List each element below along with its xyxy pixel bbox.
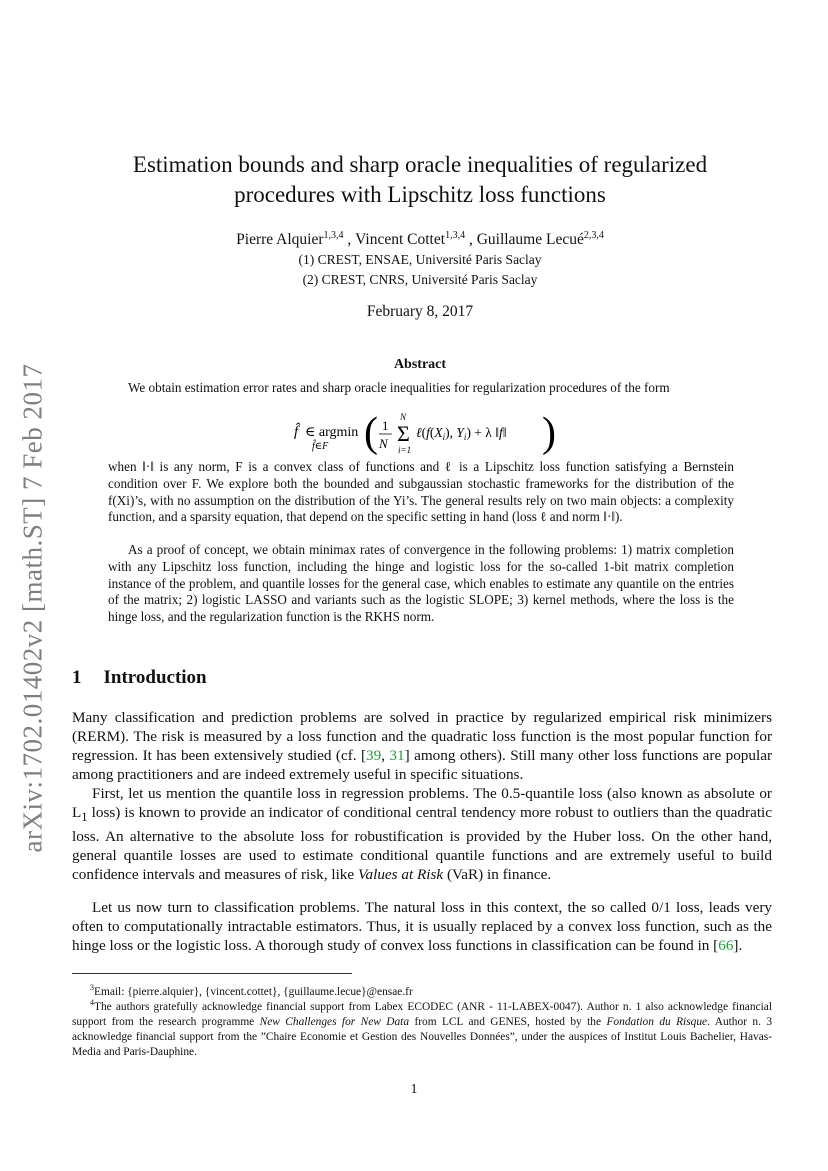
svg-text:f̂: f̂ <box>294 424 299 440</box>
intro-p2-emphasis: Values at Risk <box>357 866 444 884</box>
footnote-4-emphasis-2: Fondation du Risque <box>606 1015 708 1028</box>
footnote-4-text-b: from LCL and GENES, hosted by the <box>409 1015 607 1028</box>
author-1: Pierre Alquier <box>236 231 324 249</box>
intro-p2-subscript: 1 <box>81 810 88 825</box>
affiliation-2: (2) CREST, CNRS, Université Paris Saclay <box>302 272 538 287</box>
intro-p1-text-a: Many classification and prediction problems are solved in practice by regularized empirical risk minimizers (RERM). The risk is measured by a loss function and the quadratic loss function is the most popular function for regression. It has been extensively studied (cf. [ <box>72 709 772 764</box>
svg-text:f̂∈F: f̂∈F <box>312 441 329 452</box>
footnote-3-text: Email: {pierre.alquier}, {vincent.cottet}, {guillaume.lecue}@ensae.fr <box>94 985 413 998</box>
author-3: Guillaume Lecué <box>476 231 584 249</box>
svg-text:N: N <box>379 436 388 451</box>
citation-31[interactable]: 31 <box>389 747 405 764</box>
page-number: 1 <box>410 1082 418 1097</box>
svg-text:ℓ(f(Xi), Yi) + λ ‖f‖: $\ell(f(X_i)$, $Y_i) + \lambda$ ‖f‖ <box>416 425 507 442</box>
footnote-4 <box>72 995 772 1060</box>
footnote-4-text-c: . Author n. 3 acknowledge financial support from the ”Chaire Economie et Gestion des Nouvelles Données”, under the auspices of Institut Louis Bachelier, Havas-Media and Paris-Dauphine. <box>72 1015 773 1058</box>
abstract-heading: Abstract <box>393 357 447 372</box>
svg-text:1: 1 <box>382 418 389 433</box>
author-list: Pierre Alquier$^{1,3,4}$ , Vincent Cottet$^{1,3,4}$ , Guillaume Lecué$^{2,3,4}$ <box>236 230 604 249</box>
intro-p2-text-c: (VaR) in finance. <box>443 866 552 884</box>
affiliation-1: (1) CREST, ENSAE, Université Paris Saclay <box>298 252 542 267</box>
title-line-2: procedures with Lipschitz loss functions <box>234 182 606 207</box>
svg-text:i=1: i=1 <box>398 445 412 455</box>
citation-39[interactable]: 39 <box>366 747 382 764</box>
arxiv-identifier: arXiv:1702.01402v2 [math.ST] 7 Feb 2017 <box>17 363 48 852</box>
section-title: Introduction <box>103 667 207 688</box>
footnote-divider <box>72 973 352 974</box>
intro-p3-text-b: ]. <box>733 937 743 954</box>
intro-paragraph-2 <box>72 784 772 884</box>
author-2: Vincent Cottet <box>355 231 446 249</box>
abstract-paragraph-3: As a proof of concept, we obtain minimax rates of convergence in the following problems: 1) matrix completion with any Lipschitz loss function, including the hinge and logistic loss for the so-called 1-bit matrix completion instance of the problem, and quantile losses for the general case, which enables to estimate any quantile on the entries of the matrix; 2) logistic LASSO and variants such as the logistic SLOPE; 3) kernel methods, where the loss is the hinge loss, and the regularization function is the RKHS norm. <box>108 542 734 625</box>
abstract-paragraph-1: We obtain estimation error rates and sharp oracle inequalities for regularization procedures of the form <box>128 380 670 395</box>
intro-p1-text-b: , <box>381 747 390 764</box>
author-3-affil: 2,3,4 <box>583 230 604 241</box>
svg-text:): ) <box>542 410 556 456</box>
section-number: 1 <box>72 667 82 688</box>
intro-paragraph-1 <box>72 708 772 784</box>
svg-text:∈ argmin: ∈ argmin <box>305 425 359 440</box>
footnote-3-mark: 3 <box>90 983 94 992</box>
svg-text:Σ: Σ <box>397 421 410 446</box>
footnote-4-text-a: The authors gratefully acknowledge financial support from Labex ECODEC (ANR - 11-LABEX-0047). Author n. 1 also acknowledge financial support from the research programme <box>72 1000 772 1028</box>
author-1-affil: 1,3,4 <box>323 230 344 241</box>
publication-date: February 8, 2017 <box>366 303 474 320</box>
equation-graphic <box>290 408 560 460</box>
author-2-affil: 1,3,4 <box>445 230 466 241</box>
footnote-4-emphasis-1: New Challenges for New Data <box>259 1015 410 1028</box>
svg-text:N: N <box>400 412 407 422</box>
intro-p1-text-c: ] among others). Still many other loss functions are popular among practitioners and are indeed extremely useful in specific situations. <box>72 747 773 783</box>
footnote-4-mark: 4 <box>90 998 94 1007</box>
arxiv-identifier-sidebar <box>8 355 58 860</box>
regularization-equation <box>290 408 560 460</box>
citation-66[interactable]: 66 <box>718 937 734 954</box>
abstract-paragraph-2: when ‖·‖ is any norm, F is a convex class of functions and ℓ is a Lipschitz loss function satisfying a Bernstein condition over F. We explore both the bounded and subgaussian stochastic frameworks for the distribution of the f(Xi)’s, with no assumption on the distribution of the Yi’s. The general results rely on two main objects: a complexity function, and a sparsity equation, that depend on the specific setting in hand (loss ℓ and norm ‖·‖). <box>108 459 734 525</box>
paper-title <box>100 150 740 210</box>
intro-p3-text-a: Let us now turn to classification problems. The natural loss in this context, the so called 0/1 loss, leads very often to computationally intractable estimators. Thus, it is usually replaced by a convex loss function, such as the hinge loss or the logistic loss. A thorough study of convex loss functions in classification can be found in [ <box>72 899 772 954</box>
svg-text:(: ( <box>364 410 378 456</box>
intro-paragraph-3 <box>72 898 772 955</box>
intro-p2-text-a: First, let us mention the quantile loss in regression problems. The 0.5-quantile loss (also known as absolute or L <box>72 785 772 821</box>
section-heading <box>72 667 207 689</box>
title-line-1: Estimation bounds and sharp oracle inequalities of regularized <box>132 152 708 177</box>
intro-p2-text-b: loss) is known to provide an indicator of conditional central tendency more robust to outliers than the quadratic loss. An alternative to the absolute loss for robustification is provided by the Huber loss. On the other hand, general quantile losses are used to estimate conditional quantile functions and are extremely useful to build confidence intervals and measures of risk, like <box>72 804 772 884</box>
